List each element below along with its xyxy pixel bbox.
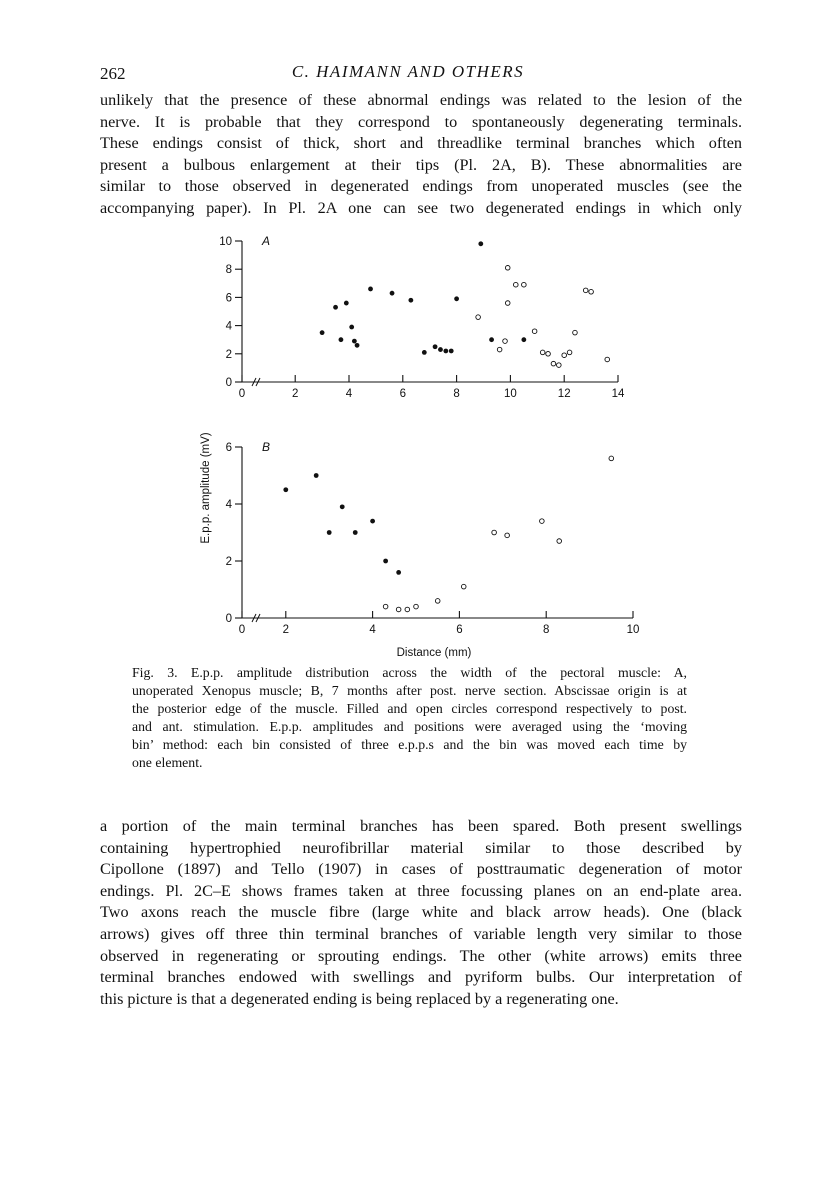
data-point-open [551,361,556,366]
data-point-open [532,329,537,334]
x-tick-label: 0 [238,624,246,636]
data-point-open [476,315,481,320]
x-tick-label: 6 [399,388,407,400]
data-point-filled [443,349,448,354]
x-tick-label: 4 [369,624,376,636]
data-point-open [609,456,614,461]
data-point-filled [340,504,345,509]
data-point-filled [408,298,413,303]
text-line: These endings consist of thick, short and threadlike terminal branches which often [100,134,742,153]
data-point-open [522,282,527,287]
figure-caption [132,664,687,772]
x-tick-label: 8 [453,388,460,400]
x-tick-label: 12 [557,388,571,400]
data-point-open [546,352,551,357]
data-point-filled [478,241,483,246]
x-tick-label: 2 [291,388,299,400]
data-point-open [540,350,545,355]
body-paragraph-bottom [100,816,742,1010]
text-line: terminal branches endowed with swellings and pyriform bulbs. Our interpretation of [100,968,742,987]
text-line: observed in regenerating or sprouting endings. The other (white arrows) emits three [100,946,742,965]
page-number: 262 [100,64,126,83]
panel-label: B [262,440,271,454]
x-tick-label: 14 [611,388,625,400]
x-tick-label: 10 [504,388,517,400]
data-point-open [513,282,518,287]
x-tick-label: 0 [238,388,246,400]
y-tick-label: 4 [225,320,232,333]
text-line: endings. Pl. 2C–E shows frames taken at three focussing planes on an end-plate area. [100,881,742,900]
data-point-open [540,519,545,524]
data-point-filled [352,339,357,344]
data-point-filled [489,337,494,342]
text-line: unlikely that the presence of these abnormal endings was related to the lesion of the [100,91,742,109]
x-tick-label: 2 [282,624,290,636]
body-paragraph-top [100,90,742,220]
data-point-open [589,289,594,294]
data-point-filled [353,530,358,535]
y-tick-label: 6 [225,292,232,305]
data-point-filled [390,291,395,296]
data-point-open [461,584,466,589]
text-line: present a bulbous enlargement at their tips (Pl. 2A, B). These abnormalities are [100,155,742,174]
data-point-filled [283,487,288,492]
data-point-filled [521,337,526,342]
x-tick-label: 6 [456,624,463,636]
data-point-filled [314,473,319,478]
text-line: containing hypertrophied neurofibrillar material similar to those described by [100,838,742,857]
data-point-open [505,533,510,538]
data-point-open [567,350,572,355]
y-tick-label: 2 [225,556,232,568]
text-line: Two axons reach the muscle fibre (large white and black arrow heads). One (black [100,903,742,922]
y-tick-label: 8 [225,264,232,277]
x-tick-label: 10 [626,624,640,636]
data-point-open [435,599,440,604]
text-line: this picture is that a degenerated ending is being replaced by a regenerating one. [100,989,619,1008]
data-point-open [497,347,502,352]
data-point-filled [344,301,349,306]
data-point-filled [454,296,459,301]
text-line: accompanying paper). In Pl. 2A one can see two degenerated endings in which only [100,198,742,217]
y-tick-label: 0 [225,613,232,625]
data-point-open [557,363,562,368]
panel-label: A [262,234,271,248]
y-tick-label: 4 [225,499,232,511]
x-tick-label: 4 [345,388,353,400]
y-tick-label: 10 [219,236,232,248]
data-point-filled [422,350,427,355]
caption-line: and ant. stimulation. E.p.p. amplitudes and positions were averaged using the ‘moving [132,719,687,734]
caption-line: unoperated Xenopus muscle; B, 7 months after post. nerve section. Abscissae origin is at [132,683,687,698]
data-point-filled [438,347,443,352]
text-line: arrows) gives off three thin terminal branches of variable length very similar to those [100,924,742,943]
data-point-filled [396,570,401,575]
y-tick-label: 6 [225,442,232,454]
figure-3 [190,228,650,660]
data-point-filled [368,287,373,292]
data-point-filled [355,343,360,348]
data-point-open [503,339,508,344]
caption-line: the posterior edge of the muscle. Filled and open circles correspond respectively to post. [132,701,687,716]
text-line: a portion of the main terminal branches has been spared. Both present swellings [100,817,742,835]
data-point-filled [433,344,438,349]
data-point-open [573,330,578,335]
text-line: Cipollone (1897) and Tello (1907) in cases of posttraumatic degeneration of motor [100,860,742,879]
data-point-open [505,265,510,270]
data-point-filled [339,337,344,342]
data-point-open [414,604,419,609]
data-point-filled [383,559,388,564]
data-point-open [557,539,562,544]
data-point-open [396,607,401,612]
text-line: nerve. It is probable that they correspond to spontaneously degenerating terminals. [100,112,742,131]
panel-a-plot [219,234,625,400]
data-point-open [383,604,388,609]
x-axis-label: Distance (mm) [396,647,472,659]
data-point-filled [327,530,332,535]
data-point-open [492,530,497,535]
caption-line: one element. [132,755,203,770]
y-tick-label: 0 [225,377,232,389]
caption-line: Fig. 3. E.p.p. amplitude distribution across the width of the pectoral muscle: A, [132,665,687,680]
text-line: similar to those observed in degenerated endings from unoperated muscles (see the [100,177,742,196]
y-axis-label: E.p.p. amplitude (mV) [200,432,212,544]
data-point-open [562,353,567,358]
y-tick-label: 2 [225,348,232,361]
data-point-filled [349,325,354,330]
data-point-filled [333,305,338,310]
caption-line: bin’ method: each bin consisted of three e.p.p.s and the bin was moved each time by [132,737,687,752]
data-point-filled [449,349,454,354]
data-point-filled [370,519,375,524]
data-point-open [405,607,410,612]
running-head: C. HAIMANN AND OTHERS [291,62,525,81]
data-point-open [505,301,510,306]
x-tick-label: 8 [542,624,550,636]
data-point-open [583,288,588,293]
data-point-open [605,357,610,362]
data-point-filled [320,330,325,335]
panel-b-plot [226,440,640,636]
